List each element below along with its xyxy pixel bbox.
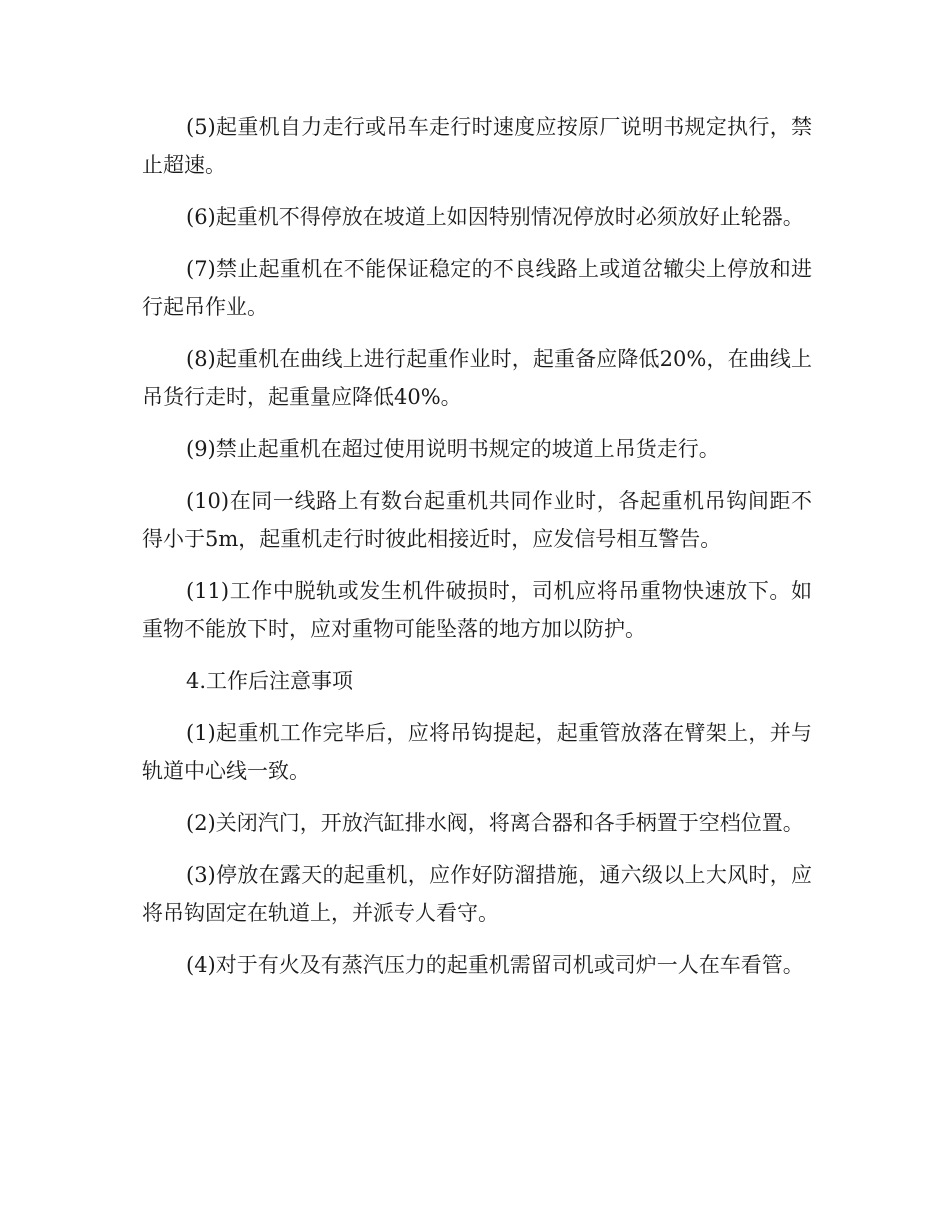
paragraph-item-9: (9)禁止起重机在超过使用说明书规定的坡道上吊货走行。 [186,437,720,461]
paragraph-item-6: (6)起重机不得停放在坡道上如因特别情况停放时必须放好止轮器。 [186,205,804,229]
paragraph-item-10: (10)在同一线路上有数台起重机共同作业时，各起重机吊钩间距不得小于5m，起重机走行时彼此相接近时，应发信号相互警告。 [142,489,812,551]
paragraph-item-5: (5)起重机自力走行或吊车走行时速度应按原厂说明书规定执行，禁止超速。 [142,115,812,177]
paragraph-item-8: (8)起重机在曲线上进行起重作业时，起重备应降低20%，在曲线上吊货行走时，起重量应降低40%。 [142,347,812,409]
section-paragraph-2: (2)关闭汽门，开放汽缸排水阀，将离合器和各手柄置于空档位置。 [186,811,804,835]
section-heading: 4.工作后注意事项 [186,669,354,693]
document-body [142,108,812,998]
section-paragraph-4: (4)对于有火及有蒸汽压力的起重机需留司机或司炉一人在车看管。 [186,953,804,977]
section-paragraph-1: (1)起重机工作完毕后，应将吊钩提起，起重管放落在臂架上，并与轨道中心线一致。 [142,721,812,783]
paragraph-item-11: (11)工作中脱轨或发生机件破损时，司机应将吊重物快速放下。如重物不能放下时，应对重物可能坠落的地方加以防护。 [142,579,812,641]
paragraph-item-7: (7)禁止起重机在不能保证稳定的不良线路上或道岔辙尖上停放和进行起吊作业。 [142,257,812,319]
section-paragraph-3: (3)停放在露天的起重机，应作好防溜措施，通六级以上大风时，应将吊钩固定在轨道上，并派专人看守。 [142,863,812,925]
